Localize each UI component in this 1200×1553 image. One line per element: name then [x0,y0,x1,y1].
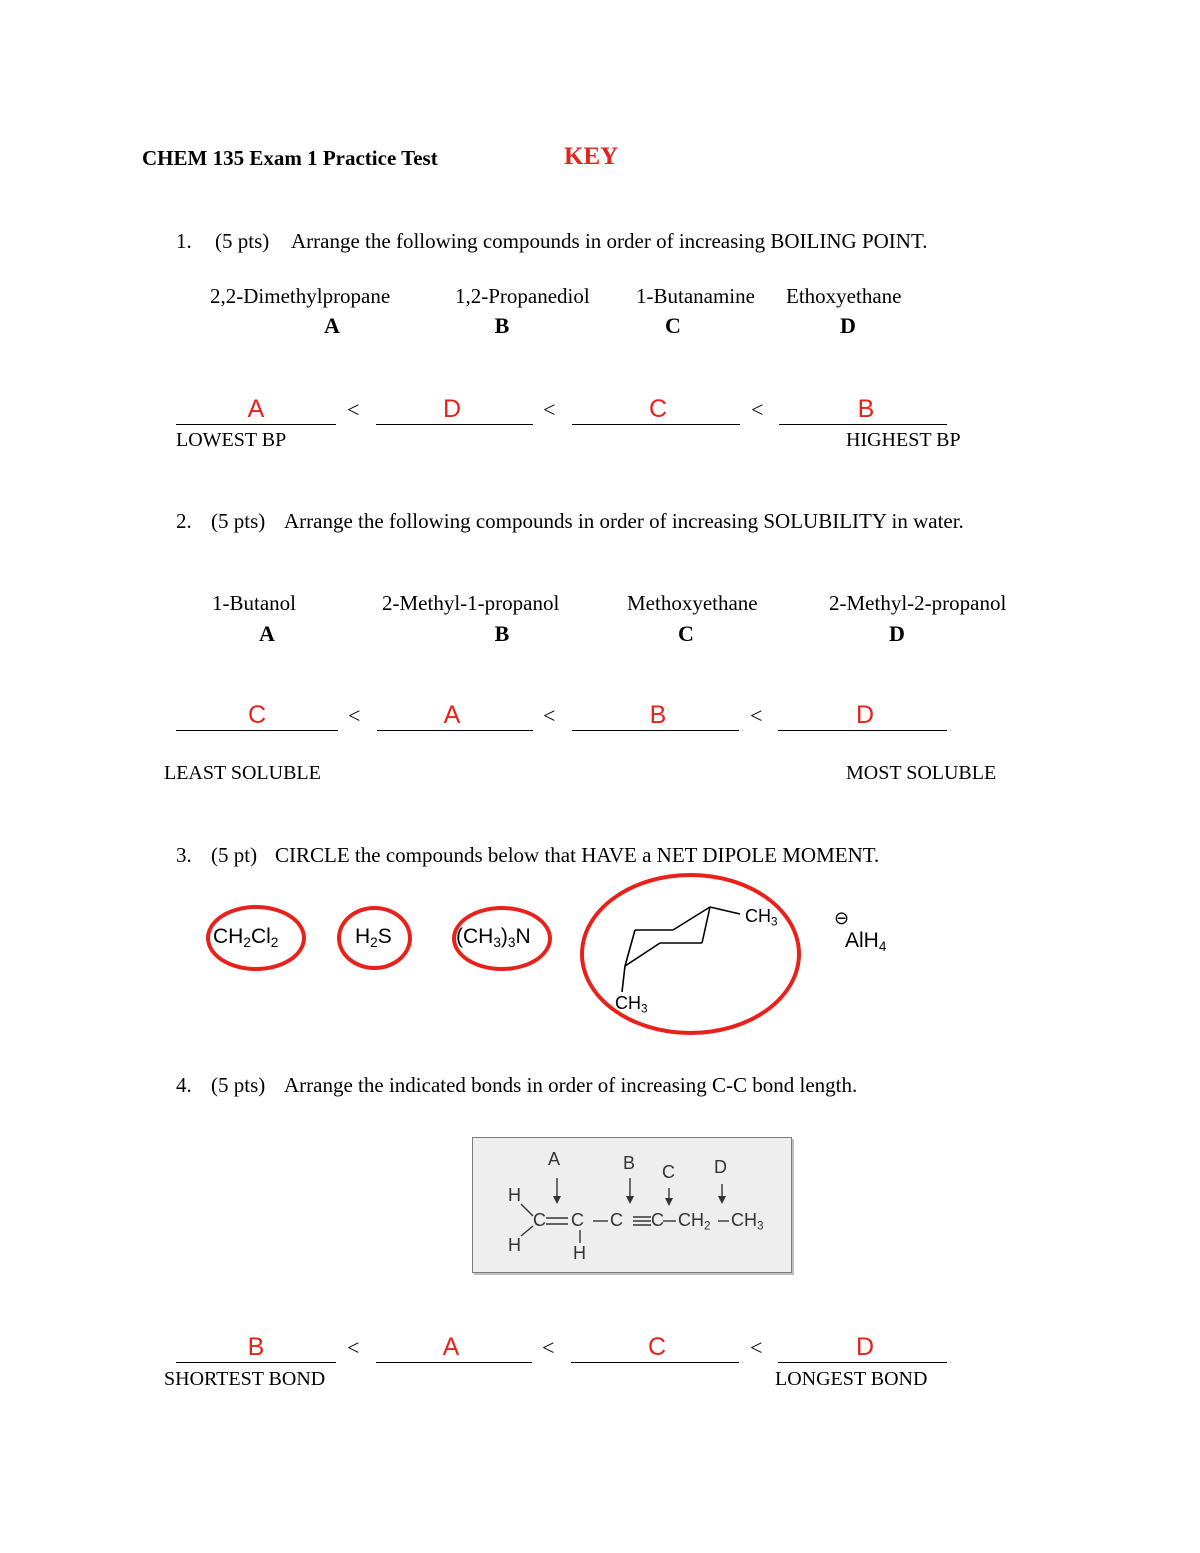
atom-h-under: H [573,1243,586,1263]
q2-answer-2: A [443,701,461,729]
key-label: KEY [564,143,619,170]
q3-number: 3. [176,843,192,867]
q1-compound-d-letter: D [840,313,856,338]
q2-compound-c-name: Methoxyethane [627,591,758,615]
q2-low-label: LEAST SOLUBLE [164,762,321,784]
q4-prompt: Arrange the indicated bonds in order of increasing C-C bond length. [284,1073,858,1097]
q2-less-than-3: < [750,703,763,728]
atom-c4: C [651,1210,664,1230]
q1-high-label: HIGHEST BP [846,429,961,451]
q2-compound-d-letter: D [889,621,905,646]
q1-low-label: LOWEST BP [176,429,287,451]
q2-compound-b-name: 2-Methyl-1-propanol [382,591,560,615]
atom-c1: C [533,1210,546,1230]
page-title: CHEM 135 Exam 1 Practice Test [142,146,438,170]
q2-less-than-2: < [543,703,556,728]
q4-points: (5 pts) [211,1073,266,1097]
atom-h-bottom: H [508,1235,521,1255]
q2-compound-a-name: 1-Butanol [212,591,296,615]
q4-blank-4[interactable] [778,1362,947,1363]
q4-blank-1[interactable] [176,1362,336,1363]
q1-blank-3[interactable] [572,424,740,425]
q1-compound-a-name: 2,2-Dimethylpropane [210,284,391,308]
q4-less-than-2: < [542,1335,555,1360]
q2-compound-d-name: 2-Methyl-2-propanol [829,591,1007,615]
q3-prompt: CIRCLE the compounds below that HAVE a NET DIPOLE MOMENT. [275,843,880,867]
q2-answer-4: D [855,701,875,729]
q4-blank-2[interactable] [376,1362,532,1363]
q4-low-label: SHORTEST BOND [164,1368,326,1390]
q1-compound-c-name: 1-Butanamine [636,284,755,308]
q1-compound-b-name: 1,2-Propanediol [455,284,590,308]
q4-high-label: LONGEST BOND [775,1368,928,1390]
q1-less-than-2: < [543,397,556,422]
q4-number: 4. [176,1073,192,1097]
compound-h2s[interactable]: $H_2S$ [355,925,392,951]
q2-compound-b-letter: B [494,621,510,646]
q4-answer-3: C [647,1333,667,1361]
molecule-figure [472,1137,792,1273]
q1-answer-3: C [648,395,668,423]
q1-answer-2: D [442,395,462,423]
q1-compound-a-letter: A [324,313,340,338]
bond-label-c: C [662,1162,675,1182]
q1-answer-4: B [857,395,875,423]
q2-points: (5 pts) [211,509,266,533]
bond-label-b: B [623,1153,636,1173]
q1-compound-c-letter: C [665,313,681,338]
q2-blank-3[interactable] [572,730,739,731]
q2-compound-a-letter: A [259,621,275,646]
methyl-bottom-label: $CH_3$ [615,993,648,1016]
q4-answer-2: A [442,1333,460,1361]
q2-blank-1[interactable] [176,730,338,731]
q1-answer-1: A [247,395,265,423]
compound-trimethylamine[interactable]: $(CH_3)_3N$ [456,925,531,951]
methyl-top-label: $CH_3$ [745,906,778,929]
q1-number: 1. [176,229,192,253]
q2-blank-4[interactable] [778,730,947,731]
q1-prompt: Arrange the following compounds in order of increasing BOILING POINT. [291,229,928,253]
bond-label-a: A [548,1149,561,1169]
compound-alh4[interactable]: AlH$_4$ [845,929,887,955]
q2-blank-2[interactable] [377,730,533,731]
q2-high-label: MOST SOLUBLE [846,762,997,784]
group-ch2: $CH_2$ [678,1210,711,1233]
negative-charge-icon: ⊖ [834,908,850,928]
q4-answer-4: D [855,1333,875,1361]
q2-number: 2. [176,509,192,533]
q2-answer-1: C [247,701,267,729]
bond-label-d: D [714,1157,727,1177]
q1-blank-2[interactable] [376,424,533,425]
q1-compound-b-letter: B [494,313,510,338]
q4-blank-3[interactable] [571,1362,739,1363]
group-ch3: $CH_3$ [731,1210,764,1233]
q1-compound-d-name: Ethoxyethane [786,284,902,308]
q1-blank-1[interactable] [176,424,336,425]
q2-less-than-1: < [348,703,361,728]
atom-c2: C [571,1210,584,1230]
atom-h-top: H [508,1185,521,1205]
q1-less-than-3: < [751,397,764,422]
q1-less-than-1: < [347,397,360,422]
q1-points: (5 pts) [215,229,270,253]
q2-prompt: Arrange the following compounds in order of increasing SOLUBILITY in water. [284,509,964,533]
compound-ch2cl2[interactable]: $CH_2Cl_2$ [213,925,279,951]
q4-less-than-1: < [347,1335,360,1360]
q1-blank-4[interactable] [779,424,947,425]
q4-answer-1: B [247,1333,265,1361]
q3-points: (5 pt) [211,843,258,867]
q4-less-than-3: < [750,1335,763,1360]
atom-c3: C [610,1210,623,1230]
q2-compound-c-letter: C [678,621,694,646]
q2-answer-3: B [649,701,667,729]
